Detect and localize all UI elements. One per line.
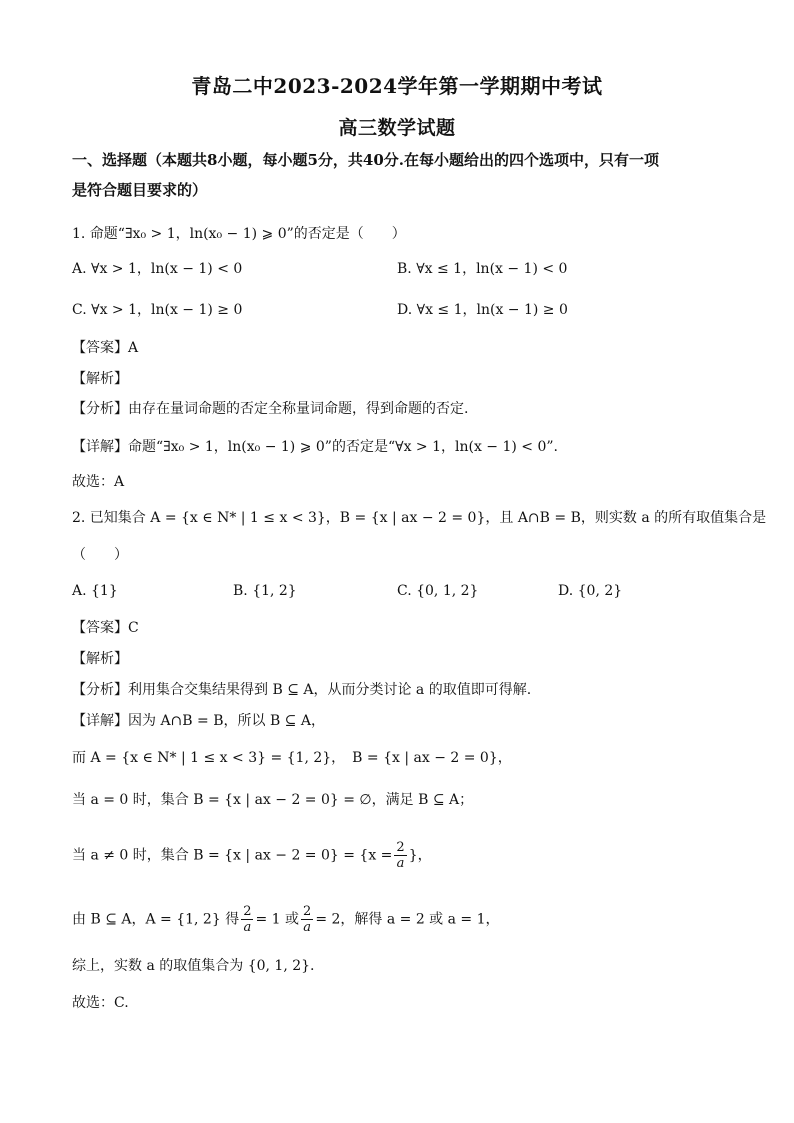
- q2-step3-post: }，: [408, 847, 432, 864]
- q2-step2: 当 a = 0 时，集合 B = {x | ax − 2 = 0} = ∅，满足 B ⊆ A；: [72, 792, 474, 808]
- exam-subtitle: 高三数学试题: [338, 117, 456, 139]
- q2-step4-part-a: 由 B ⊆ A，A = {1, 2} 得: [72, 911, 240, 928]
- q2-stem-bracket: （ ）: [72, 547, 128, 563]
- q2-step1: 而 A = {x ∈ N* | 1 ≤ x < 3} = {1, 2}， B = {x | ax − 2 = 0}，: [72, 750, 512, 766]
- q2-step3-pre: 当 a ≠ 0 时，集合 B = {x | ax − 2 = 0} = {x =: [72, 847, 393, 864]
- q1-option-a: A. ∀x > 1，ln(x − 1) < 0: [72, 261, 243, 277]
- q2-step4: [72, 904, 500, 935]
- q1-stem: 1. 命题“∃x₀ > 1，ln(x₀ − 1) ⩾ 0”的否定是（ ）: [72, 226, 406, 242]
- q2-xiangjie: 【详解】因为 A∩B = B，所以 B ⊆ A，: [72, 713, 325, 729]
- q2-step3: [72, 840, 432, 871]
- q1-option-d: D. ∀x ≤ 1，ln(x − 1) ≥ 0: [397, 302, 568, 318]
- q2-step4-part-b: = 1 或: [255, 911, 300, 928]
- q1-choose: 故选：A: [72, 474, 125, 490]
- q1-xiangjie: 【详解】命题“∃x₀ > 1，ln(x₀ − 1) ⩾ 0”的否定是“∀x > 1，ln(x − 1) < 0”.: [72, 439, 558, 455]
- q1-option-c: C. ∀x > 1，ln(x − 1) ≥ 0: [72, 302, 243, 318]
- q2-option-a: A. {1}: [72, 583, 118, 599]
- q1-fenxi: 【分析】由存在量词命题的否定全称量词命题，得到命题的否定.: [72, 401, 469, 417]
- q2-fenxi: 【分析】利用集合交集结果得到 B ⊆ A，从而分类讨论 a 的取值即可得解.: [72, 682, 532, 698]
- section-heading-line2: 是符合题目要求的）: [72, 181, 208, 199]
- q2-step5: 综上，实数 a 的取值集合为 {0, 1, 2}.: [72, 958, 315, 974]
- fraction-numerator: 2: [303, 904, 312, 919]
- q2-choose: 故选：C.: [72, 995, 129, 1011]
- fraction-denominator: a: [303, 920, 312, 935]
- q1-answer: 【答案】A: [72, 340, 139, 356]
- fraction-2-over-a-second: [301, 904, 313, 935]
- fraction-denominator: a: [396, 856, 405, 871]
- q2-answer: 【答案】C: [72, 620, 139, 636]
- q2-step4-part-c: = 2，解得 a = 2 或 a = 1，: [315, 911, 500, 928]
- fraction-numerator: 2: [396, 840, 405, 855]
- q2-option-b: B. {1, 2}: [233, 583, 297, 599]
- fraction-denominator: a: [243, 920, 252, 935]
- q2-analysis-tag: 【解析】: [72, 651, 128, 667]
- q1-analysis-tag: 【解析】: [72, 371, 128, 387]
- q1-option-b: B. ∀x ≤ 1，ln(x − 1) < 0: [397, 261, 568, 277]
- exam-title: 青岛二中2023-2024学年第一学期期中考试: [191, 74, 603, 98]
- fraction-numerator: 2: [243, 904, 252, 919]
- q2-stem: 2. 已知集合 A = {x ∈ N* | 1 ≤ x < 3}，B = {x | ax − 2 = 0}，且 A∩B = B，则实数 a 的所有取值集合是: [72, 510, 767, 526]
- q2-option-c: C. {0, 1, 2}: [397, 583, 479, 599]
- fraction-2-over-a-first: [241, 904, 253, 935]
- fraction-2-over-a: [394, 840, 406, 871]
- section-heading-line1: 一、选择题（本题共8小题，每小题5分，共40分.在每小题给出的四个选项中，只有一项: [72, 151, 659, 169]
- q2-option-d: D. {0, 2}: [558, 583, 623, 599]
